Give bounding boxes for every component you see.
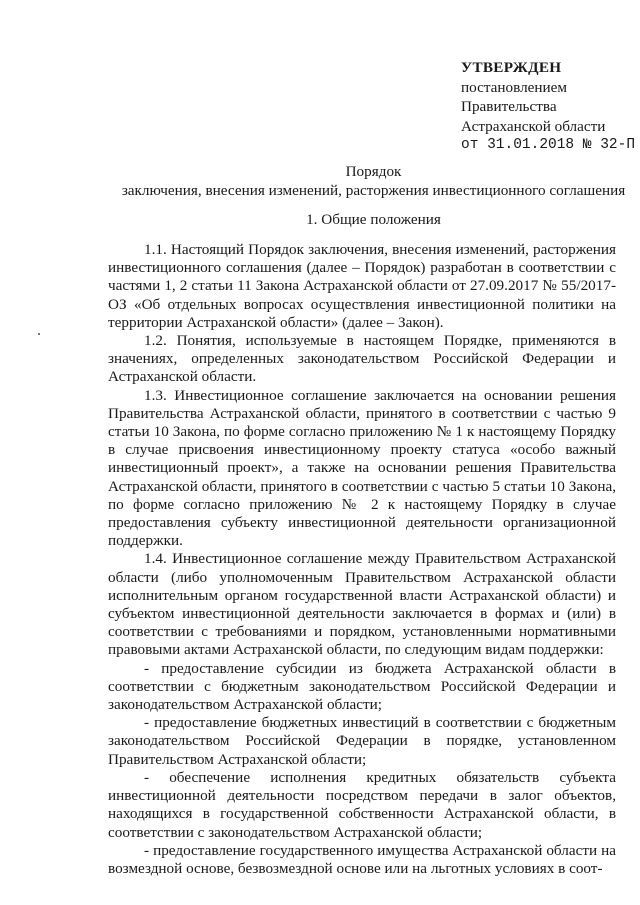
document-subtitle: заключения, внесения изменений, расторжения инвестиционного соглашения xyxy=(121,181,626,199)
scan-speck xyxy=(38,333,40,335)
approval-title: УТВЕРЖДЕН xyxy=(461,59,562,76)
paragraph-1-3: 1.3. Инвестиционное соглашение заключается на основании решения Правительства Астраханской области, принятого в соответствии с частью 9 статьи 10 Закона, по форме согласно приложению № 1 к настоящему Порядку в случае присвоения инвестиционному проекту статуса «особо важный инвестиционный проект», а также на основании решения Правительства Астраханской области, принятого в соответствии с частью 5 статьи 10 Закона, по форме согласно приложению № 2 к настоящему Порядку в случае предоставления субъекту инвестиционной деятельности организационной поддержки. xyxy=(108,386,616,550)
approval-date-number: от 31.01.2018 № 32-П xyxy=(461,137,636,153)
approval-stamp xyxy=(461,58,635,156)
paragraph-1-2: 1.2. Понятия, используемые в настоящем Порядке, применяются в значениях, определенных законодательством Российской Федерации и Астраханской области. xyxy=(108,332,616,386)
list-item-investments: - предоставление бюджетных инвестиций в соответствии с бюджетным законодательством Российской Федерации в порядке, установленном Правительством Астраханской области; xyxy=(108,714,616,768)
paragraph-1-1: 1.1. Настоящий Порядок заключения, внесения изменений, расторжения инвестиционного соглашения (далее – Порядок) разработан в соответствии с частями 1, 2 статьи 11 Закона Астраханской области от 27.09.2017 № 55/2017-ОЗ «Об отдельных вопросах осуществления инвестиционной политики на территории Астраханской области» (далее – Закон). xyxy=(108,241,616,331)
list-item-credit-obligations: - обеспечение исполнения кредитных обязательств субъекта инвестиционной деятельности посредством передачи в залог объектов, находящихся в государственной собственности Астраханской области, в соответствии с законодательством Астраханской области; xyxy=(108,768,616,841)
approval-line-3: Астраханской области xyxy=(461,117,606,135)
document-title-block xyxy=(86,163,640,200)
list-item-subsidy: - предоставление субсидии из бюджета Астраханской области в соответствии с бюджетным законодательством Российской Федерации и законодательством Астраханской области; xyxy=(108,659,616,714)
approval-line-2: Правительства xyxy=(461,98,557,115)
list-item-property: - предоставление государственного имущества Астраханской области на возмездной основе, безвозмездной основе или на льготных условиях в соот- xyxy=(108,841,616,877)
document-body xyxy=(108,241,616,878)
section-heading: 1. Общие положения xyxy=(306,211,441,228)
document-title: Порядок xyxy=(345,163,402,180)
paragraph-1-4: 1.4. Инвестиционное соглашение между Правительством Астраханской области (либо уполномоченным Правительством Астраханской области исполнительным органом государственной власти Астраханской области) и субъектом инвестиционной деятельности заключается в формах и (или) в соответствии с требованиями и порядком, установленными нормативными правовыми актами Астраханской области, по следующим видам поддержки: xyxy=(108,550,616,659)
approval-line-1: постановлением xyxy=(461,78,568,96)
